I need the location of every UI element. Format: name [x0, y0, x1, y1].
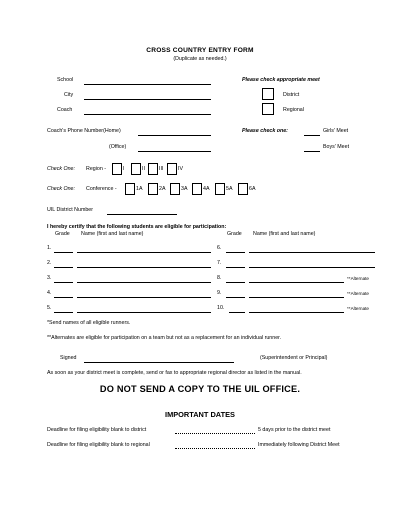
- entry-grade-field[interactable]: [54, 312, 73, 313]
- entry-name-field[interactable]: [77, 267, 211, 268]
- entry-grade-field[interactable]: [54, 297, 73, 298]
- region-iii-label: III: [159, 166, 164, 172]
- home-phone-label: Coach's Phone Number(Home): [47, 128, 121, 134]
- signature-field[interactable]: [84, 362, 234, 363]
- submission-instruction: As soon as your district meet is complete, send or fax to appropriate regional director as listed in the manual.: [47, 370, 302, 376]
- entry-number: 1.: [47, 245, 52, 251]
- entry-number: 10.: [217, 305, 225, 311]
- deadline-regional-label: Deadline for filing eligibility blank to regional: [47, 442, 150, 448]
- note-eligible-runners: *Send names of all eligible runners.: [47, 320, 131, 326]
- coach-label: Coach: [57, 107, 73, 113]
- office-phone-field[interactable]: [138, 151, 211, 152]
- girls-meet-label: Girls' Meet: [323, 128, 349, 134]
- entry-number: 9.: [217, 290, 222, 296]
- entry-name-field[interactable]: [77, 312, 211, 313]
- left-grade-header: Grade: [55, 231, 70, 237]
- entry-grade-field[interactable]: [54, 252, 73, 253]
- deadline-district-value: 5 days prior to the district meet: [258, 427, 331, 433]
- conference-label: Conference -: [86, 186, 117, 192]
- conference-3a-label: 3A: [181, 186, 188, 192]
- dotted-leader: [175, 448, 255, 449]
- entry-name-field[interactable]: [77, 297, 211, 298]
- region-i-label: I: [123, 166, 125, 172]
- conference-check-one: Check One:: [47, 186, 75, 192]
- entry-number: 6.: [217, 245, 222, 251]
- school-label: School: [57, 77, 74, 83]
- region-iv-label: IV: [178, 166, 184, 172]
- boys-meet-field[interactable]: [304, 151, 320, 152]
- entry-grade-field[interactable]: [226, 267, 245, 268]
- conference-2a-checkbox[interactable]: [148, 183, 158, 195]
- deadline-regional-value: Immediately following District Meet: [258, 442, 340, 448]
- alternate-label: **Alternate: [347, 306, 369, 311]
- district-label: District: [283, 92, 300, 98]
- entry-name-field[interactable]: [77, 282, 211, 283]
- entry-number: 4.: [47, 290, 52, 296]
- region-ii-label: II: [142, 166, 145, 172]
- signer-role-label: (Superintendent or Principal): [260, 355, 328, 361]
- conference-4a-checkbox[interactable]: [192, 183, 202, 195]
- certify-text: I hereby certify that the following students are eligible for participation:: [47, 224, 227, 230]
- regional-label: Regional: [283, 107, 304, 113]
- region-check-one: Check One:: [47, 166, 75, 172]
- entry-number: 2.: [47, 260, 52, 266]
- entry-grade-field[interactable]: [54, 282, 73, 283]
- conference-3a-checkbox[interactable]: [170, 183, 180, 195]
- regional-checkbox[interactable]: [262, 103, 274, 115]
- entry-grade-field[interactable]: [226, 297, 245, 298]
- entry-number: 5.: [47, 305, 52, 311]
- right-name-header: Name (first and last name): [253, 231, 316, 237]
- city-field[interactable]: [84, 99, 211, 100]
- dotted-leader: [175, 433, 255, 434]
- conference-1a-label: 1A: [136, 186, 143, 192]
- conference-4a-label: 4A: [203, 186, 210, 192]
- entry-name-field[interactable]: [77, 252, 211, 253]
- home-phone-field[interactable]: [138, 135, 211, 136]
- region-iii-checkbox[interactable]: [148, 163, 158, 175]
- deadline-district-label: Deadline for filing eligibility blank to district: [47, 427, 147, 433]
- entry-grade-field[interactable]: [226, 252, 245, 253]
- check-one-gender-label: Please check one:: [242, 128, 288, 134]
- entry-name-field[interactable]: [249, 297, 344, 298]
- boys-meet-label: Boys' Meet: [323, 144, 350, 150]
- entry-name-field[interactable]: [249, 252, 375, 253]
- conference-1a-checkbox[interactable]: [125, 183, 135, 195]
- region-ii-checkbox[interactable]: [131, 163, 141, 175]
- right-grade-header: Grade: [227, 231, 242, 237]
- entry-number: 8.: [217, 275, 222, 281]
- entry-grade-field[interactable]: [54, 267, 73, 268]
- entry-grade-field[interactable]: [226, 282, 245, 283]
- conference-6a-checkbox[interactable]: [238, 183, 248, 195]
- alternate-label: **Alternate: [347, 291, 369, 296]
- conference-6a-label: 6A: [249, 186, 256, 192]
- note-alternates: **Alternates are eligible for participation on a team but not as a replacement for an individual runner.: [47, 335, 282, 341]
- office-phone-label: (Office): [109, 144, 127, 150]
- meet-heading: Please check appropriate meet: [242, 77, 320, 83]
- conference-2a-label: 2A: [159, 186, 166, 192]
- region-i-checkbox[interactable]: [112, 163, 125, 175]
- uil-district-field[interactable]: [107, 214, 177, 215]
- entry-grade-field[interactable]: [229, 312, 245, 313]
- school-field[interactable]: [84, 84, 211, 85]
- entry-number: 3.: [47, 275, 52, 281]
- alternate-label: **Alternate: [347, 276, 369, 281]
- signed-label: Signed: [60, 355, 77, 361]
- entry-number: 7.: [217, 260, 222, 266]
- entry-name-field[interactable]: [249, 267, 375, 268]
- important-dates-heading: IMPORTANT DATES: [165, 410, 235, 419]
- district-checkbox[interactable]: [262, 88, 274, 100]
- conference-5a-checkbox[interactable]: [215, 183, 225, 195]
- entry-name-field[interactable]: [249, 282, 344, 283]
- warning-heading: DO NOT SEND A COPY TO THE UIL OFFICE.: [99, 384, 301, 394]
- uil-district-label: UIL District Number: [47, 207, 94, 213]
- region-label: Region -: [86, 166, 107, 172]
- conference-5a-label: 5A: [226, 186, 233, 192]
- left-name-header: Name (first and last name): [81, 231, 144, 237]
- entry-name-field[interactable]: [249, 312, 344, 313]
- region-iv-checkbox[interactable]: [167, 163, 177, 175]
- form-subtitle: (Duplicate as needed.): [173, 56, 227, 62]
- girls-meet-field[interactable]: [304, 135, 320, 136]
- coach-field[interactable]: [84, 114, 211, 115]
- form-title: CROSS COUNTRY ENTRY FORM: [146, 47, 254, 54]
- city-label: City: [64, 92, 74, 98]
